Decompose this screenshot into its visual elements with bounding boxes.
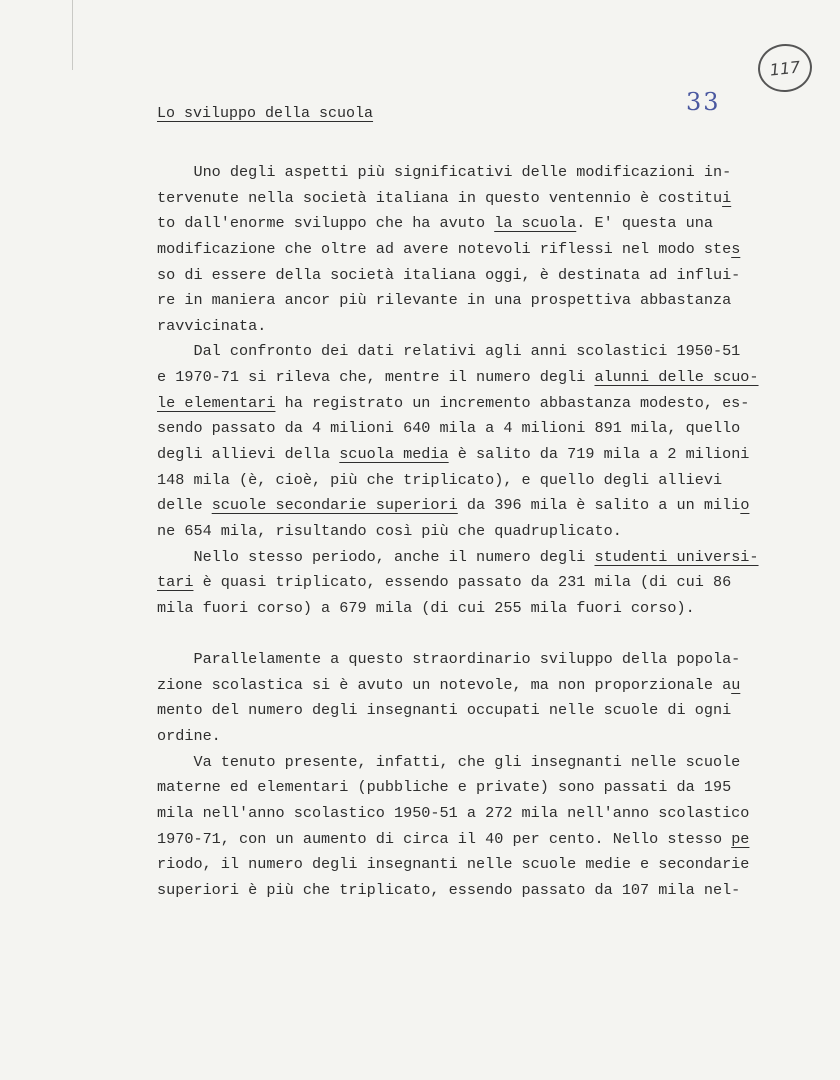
text-run: mento del numero degli insegnanti occupati nelle scuole di ogni — [157, 701, 732, 720]
text-run: riodo, il numero degli insegnanti nelle scuole medie e secondarie — [157, 855, 750, 874]
underlined-text: tari — [157, 573, 194, 592]
text-line — [157, 365, 807, 391]
text-run: to dall'enorme sviluppo che ha avuto — [157, 214, 495, 233]
text-line — [157, 442, 807, 468]
text-run: Uno degli aspetti più significativi delle modificazioni in- — [157, 163, 732, 181]
text-line — [157, 493, 807, 519]
body-text — [157, 160, 807, 904]
text-line — [157, 160, 807, 186]
text-line — [157, 852, 807, 878]
text-run: da 396 mila è salito a un mili — [457, 496, 741, 515]
text-run: Va tenuto presente, infatti, che gli insegnanti nelle scuole — [157, 752, 741, 771]
text-run: tervenute nella società italiana in questo ventennio è costitu — [157, 188, 723, 207]
text-line — [157, 339, 807, 365]
text-run: Parallelamente a questo straordinario sviluppo della popola- — [157, 650, 741, 669]
underlined-text: s — [731, 239, 741, 258]
text-line — [157, 570, 807, 596]
text-line — [157, 673, 807, 699]
page-stamp: 117 — [756, 41, 815, 94]
text-line — [157, 724, 807, 750]
text-run: e 1970-71 si rileva che, mentre il numero degli — [157, 368, 595, 387]
text-line — [157, 263, 807, 289]
underlined-text: o — [740, 496, 750, 515]
text-line — [157, 314, 807, 340]
text-line — [157, 211, 807, 237]
text-run: ne 654 mila, risultando così più che quadruplicato. — [157, 521, 622, 540]
text-run: è salito da 719 mila a 2 milioni — [448, 445, 750, 464]
text-block — [157, 647, 807, 903]
text-line — [157, 416, 807, 442]
underlined-text: scuola media — [339, 445, 449, 464]
text-run: 148 mila (è, cioè, più che triplicato), e quello degli allievi — [157, 470, 723, 489]
text-line — [157, 237, 807, 263]
text-line — [157, 878, 807, 904]
text-run: mila fuori corso) a 679 mila (di cui 255 mila fuori corso). — [157, 598, 695, 617]
text-run: zione scolastica si è avuto un notevole, ma non proporzionale a — [157, 675, 732, 694]
underlined-text: la scuola — [494, 214, 577, 233]
text-run: re in maniera ancor più rilevante in una prospettiva abbastanza — [157, 291, 732, 310]
paragraph-gap — [157, 622, 807, 648]
text-run: è quasi triplicato, essendo passato da 231 mila (di cui 86 — [193, 573, 732, 592]
text-line — [157, 288, 807, 314]
underlined-text: u — [731, 675, 741, 694]
underlined-text: studenti universi- — [594, 547, 759, 566]
underlined-text: pe — [731, 829, 750, 848]
text-run: Nello stesso periodo, anche il numero degli — [157, 547, 595, 566]
underlined-text: alunni delle scuo- — [594, 368, 759, 387]
text-run: so di essere della società italiana oggi, è destinata ad influi- — [157, 265, 741, 284]
text-run: delle — [157, 496, 212, 515]
text-line — [157, 596, 807, 622]
text-line — [157, 186, 807, 212]
text-run: degli allievi della — [157, 445, 340, 464]
underlined-text: le elementari — [157, 393, 276, 412]
text-line — [157, 827, 807, 853]
text-run: ordine. — [157, 727, 221, 746]
text-run: . E' questa una — [576, 214, 713, 233]
underlined-text: i — [722, 188, 732, 207]
text-line — [157, 698, 807, 724]
text-run: 1970-71, con un aumento di circa il 40 per cento. Nello stesso — [157, 829, 732, 848]
underlined-text: scuole secondarie superiori — [211, 496, 458, 515]
text-run: superiori è più che triplicato, essendo passato da 107 mila nel- — [157, 880, 741, 899]
section-title: Lo sviluppo della scuola — [157, 105, 374, 122]
text-line — [157, 750, 807, 776]
text-run: ravvicinata. — [157, 316, 267, 335]
text-run: modificazione che oltre ad avere notevoli riflessi nel modo ste — [157, 239, 732, 258]
text-run: materne ed elementari (pubbliche e private) sono passati da 195 — [157, 778, 732, 797]
text-run: sendo passato da 4 milioni 640 mila a 4 milioni 891 mila, quello — [157, 419, 741, 438]
text-line — [157, 775, 807, 801]
handwritten-page-number: 33 — [686, 88, 721, 116]
text-block — [157, 160, 807, 622]
text-run: ha registrato un incremento abbastanza modesto, es- — [275, 393, 750, 412]
text-line — [157, 391, 807, 417]
text-line — [157, 468, 807, 494]
text-line — [157, 647, 807, 673]
text-line — [157, 801, 807, 827]
text-line — [157, 545, 807, 571]
text-run: Dal confronto dei dati relativi agli anni scolastici 1950-51 — [157, 342, 741, 361]
text-line — [157, 519, 807, 545]
text-run: mila nell'anno scolastico 1950-51 a 272 mila nell'anno scolastico — [157, 804, 750, 823]
